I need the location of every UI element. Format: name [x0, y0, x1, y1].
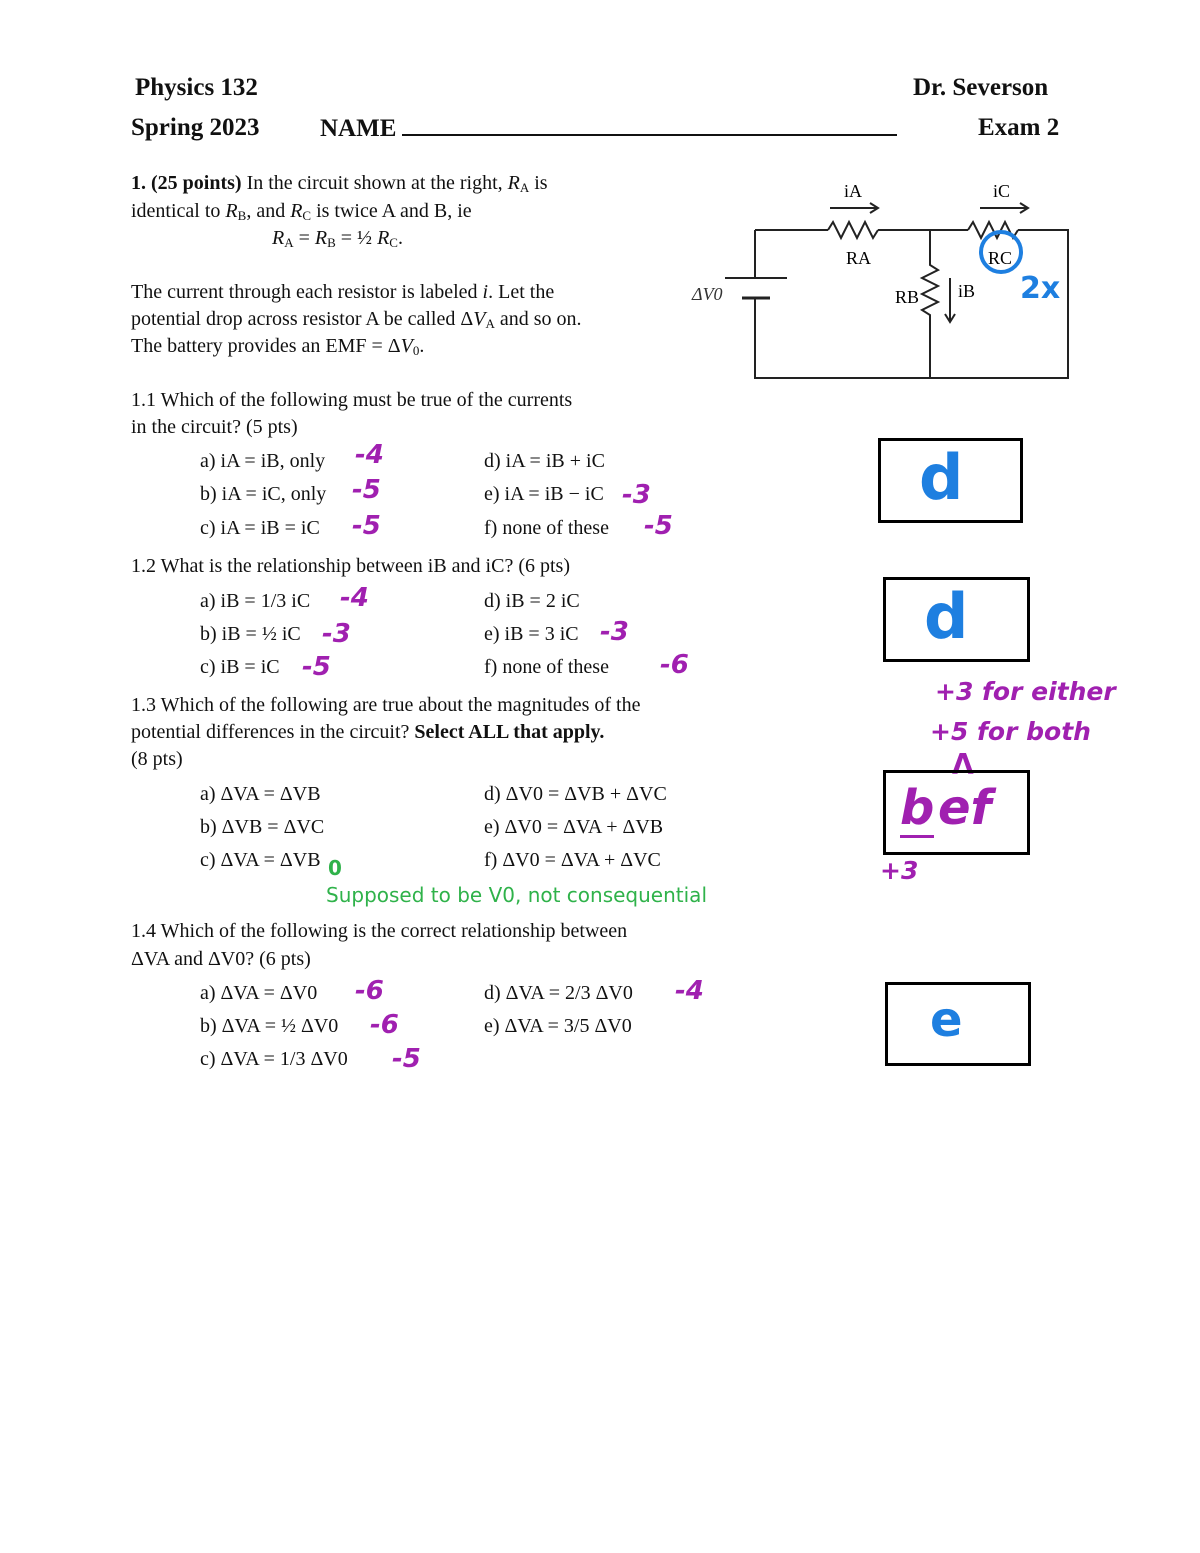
relation-eq-a: = — [298, 227, 310, 249]
q12-option-d[interactable]: d) iB = 2 iC — [484, 590, 580, 612]
q12-mark-f: -6 — [660, 650, 689, 680]
q12-mark-b: -3 — [322, 619, 351, 649]
q13-note-either: +3 for either — [935, 677, 1116, 706]
q13-answer-b: b — [900, 780, 935, 836]
line2-text-c: is twice A and B, ie — [316, 200, 472, 222]
problem-number: 1. — [131, 172, 146, 194]
intro-text: In the circuit shown at the right, — [246, 172, 503, 194]
caret-mark: Λ — [952, 748, 974, 781]
q11-line1: 1.1 Which of the following must be true of the currents — [131, 389, 573, 411]
q14-answer-box[interactable] — [885, 982, 1031, 1066]
label-V0: ΔV0 — [692, 284, 723, 304]
q11-answer-box[interactable] — [878, 438, 1023, 523]
q11-mark-c: -5 — [352, 511, 381, 541]
q13-option-f[interactable]: f) ΔV0 = ΔVA + ΔVC — [484, 849, 661, 871]
para2-text-d: and so on. — [499, 308, 582, 330]
relation-eq-b: = ½ — [340, 227, 373, 249]
para2-line1: The current through each resistor is labeled i. Let the — [131, 281, 555, 303]
q14-option-d[interactable]: d) ΔVA = 2/3 ΔV0 — [484, 982, 633, 1004]
exam-number: Exam 2 — [978, 114, 1060, 141]
q14-mark-d: -4 — [675, 976, 704, 1006]
label-iB: iB — [958, 281, 976, 301]
twice-note: 2x — [1020, 271, 1061, 306]
intro-text-end: is — [534, 172, 548, 194]
q13-green-note: Supposed to be V0, not consequential — [326, 883, 707, 907]
q11-option-a[interactable]: a) iA = iB, only — [200, 450, 326, 472]
q14-mark-b: -6 — [370, 1010, 399, 1040]
problem1-line1: 1. (25 points) In the circuit shown at the right, $R_A$ is — [131, 172, 548, 195]
instructor-name: Dr. Severson — [913, 74, 1049, 101]
q13-answer-ef: ef — [938, 780, 992, 836]
q11-mark-a: -4 — [355, 440, 384, 470]
para2-text-a: The current through each resistor is labeled — [131, 281, 478, 303]
name-label: NAME — [320, 115, 397, 142]
label-iC: iC — [993, 181, 1011, 201]
problem1-line2: identical to $R_B$, and $R_C$ is twice A and B, ie — [131, 200, 472, 223]
q12-option-f[interactable]: f) none of these — [484, 656, 609, 678]
para2-text-c: potential drop across resistor A be called Δ — [131, 308, 474, 330]
q14-answer: e — [930, 992, 963, 1048]
label-RC: RC — [988, 248, 1013, 268]
term: Spring 2023 — [131, 114, 260, 141]
q13-select-all: Select ALL that apply. — [414, 721, 605, 743]
q14-line1: 1.4 Which of the following is the correct relationship between — [131, 920, 628, 942]
line2-text-a: identical to — [131, 200, 221, 222]
q12-mark-e: -3 — [600, 617, 629, 647]
q11-line2: in the circuit? (5 pts) — [131, 416, 298, 438]
q11-mark-b: -5 — [352, 475, 381, 505]
q13-option-b[interactable]: b) ΔVB = ΔVC — [200, 816, 325, 838]
q13-line2-text: potential differences in the circuit? — [131, 721, 410, 743]
q11-option-f[interactable]: f) none of these — [484, 517, 609, 539]
label-iA: iA — [844, 181, 862, 201]
q13-green-mark: 0 — [328, 856, 342, 880]
q11-option-b[interactable]: b) iA = iC, only — [200, 483, 327, 505]
label-RA: RA — [846, 248, 872, 268]
para2-text-b: . Let the — [488, 281, 555, 303]
resistance-relation: $R_A = R_B$ = ½ $R_C$. — [272, 227, 403, 250]
q12-option-e[interactable]: e) iB = 3 iC — [484, 623, 579, 645]
q11-answer: d — [919, 441, 964, 514]
course-title: Physics 132 — [135, 74, 258, 101]
q13-note-both: +5 for both — [930, 717, 1091, 746]
q12-option-b[interactable]: b) iB = ½ iC — [200, 623, 301, 645]
q11-option-e[interactable]: e) iA = iB − iC — [484, 483, 604, 505]
q14-mark-a: -6 — [355, 976, 384, 1006]
q11-option-d[interactable]: d) iA = iB + iC — [484, 450, 605, 472]
q11-option-c[interactable]: c) iA = iB = iC — [200, 517, 320, 539]
label-RB: RB — [895, 287, 920, 307]
name-blank-line — [402, 114, 897, 136]
q13-option-d[interactable]: d) ΔV0 = ΔVB + ΔVC — [484, 783, 667, 805]
q14-mark-c: -5 — [392, 1044, 421, 1074]
line2-text-b: , and — [246, 200, 286, 222]
q12-answer-box[interactable] — [883, 577, 1030, 662]
q12-mark-c: -5 — [302, 652, 331, 682]
circuit-diagram — [680, 170, 1080, 390]
q13-line2 — [131, 719, 604, 746]
q14-line2: ΔVA and ΔV0? (6 pts) — [131, 948, 311, 970]
q13-line3: (8 pts) — [131, 748, 183, 770]
para2-line2: potential drop across resistor A be called $\Delta V_A$ and so on. — [131, 308, 582, 331]
q14-option-a[interactable]: a) ΔVA = ΔV0 — [200, 982, 318, 1004]
q14-option-b[interactable]: b) ΔVA = ½ ΔV0 — [200, 1015, 339, 1037]
q11-mark-f: -5 — [644, 511, 673, 541]
q11-mark-e: -3 — [622, 480, 651, 510]
q12-line1: 1.2 What is the relationship between iB and iC? (6 pts) — [131, 555, 570, 577]
q12-mark-a: -4 — [340, 583, 369, 613]
para2-text-e: The battery provides an EMF = Δ — [131, 335, 401, 357]
q13-line1: 1.3 Which of the following are true about the magnitudes of the — [131, 694, 641, 716]
name-field[interactable] — [320, 114, 897, 143]
q13-note-plus3: +3 — [880, 856, 919, 885]
problem-points: (25 points) — [151, 172, 242, 194]
q13-option-a[interactable]: a) ΔVA = ΔVB — [200, 783, 321, 805]
q13-option-c[interactable]: c) ΔVA = ΔVB — [200, 849, 321, 871]
q13-option-e[interactable]: e) ΔV0 = ΔVA + ΔVB — [484, 816, 664, 838]
para2-line3: The battery provides an EMF = $\Delta V_0$. — [131, 335, 425, 358]
q12-answer: d — [924, 580, 969, 653]
q12-option-c[interactable]: c) iB = iC — [200, 656, 280, 678]
q13-answer-box[interactable] — [883, 770, 1030, 855]
q14-option-c[interactable]: c) ΔVA = 1/3 ΔV0 — [200, 1048, 348, 1070]
q12-option-a[interactable]: a) iB = 1/3 iC — [200, 590, 311, 612]
q14-option-e[interactable]: e) ΔVA = 3/5 ΔV0 — [484, 1015, 632, 1037]
